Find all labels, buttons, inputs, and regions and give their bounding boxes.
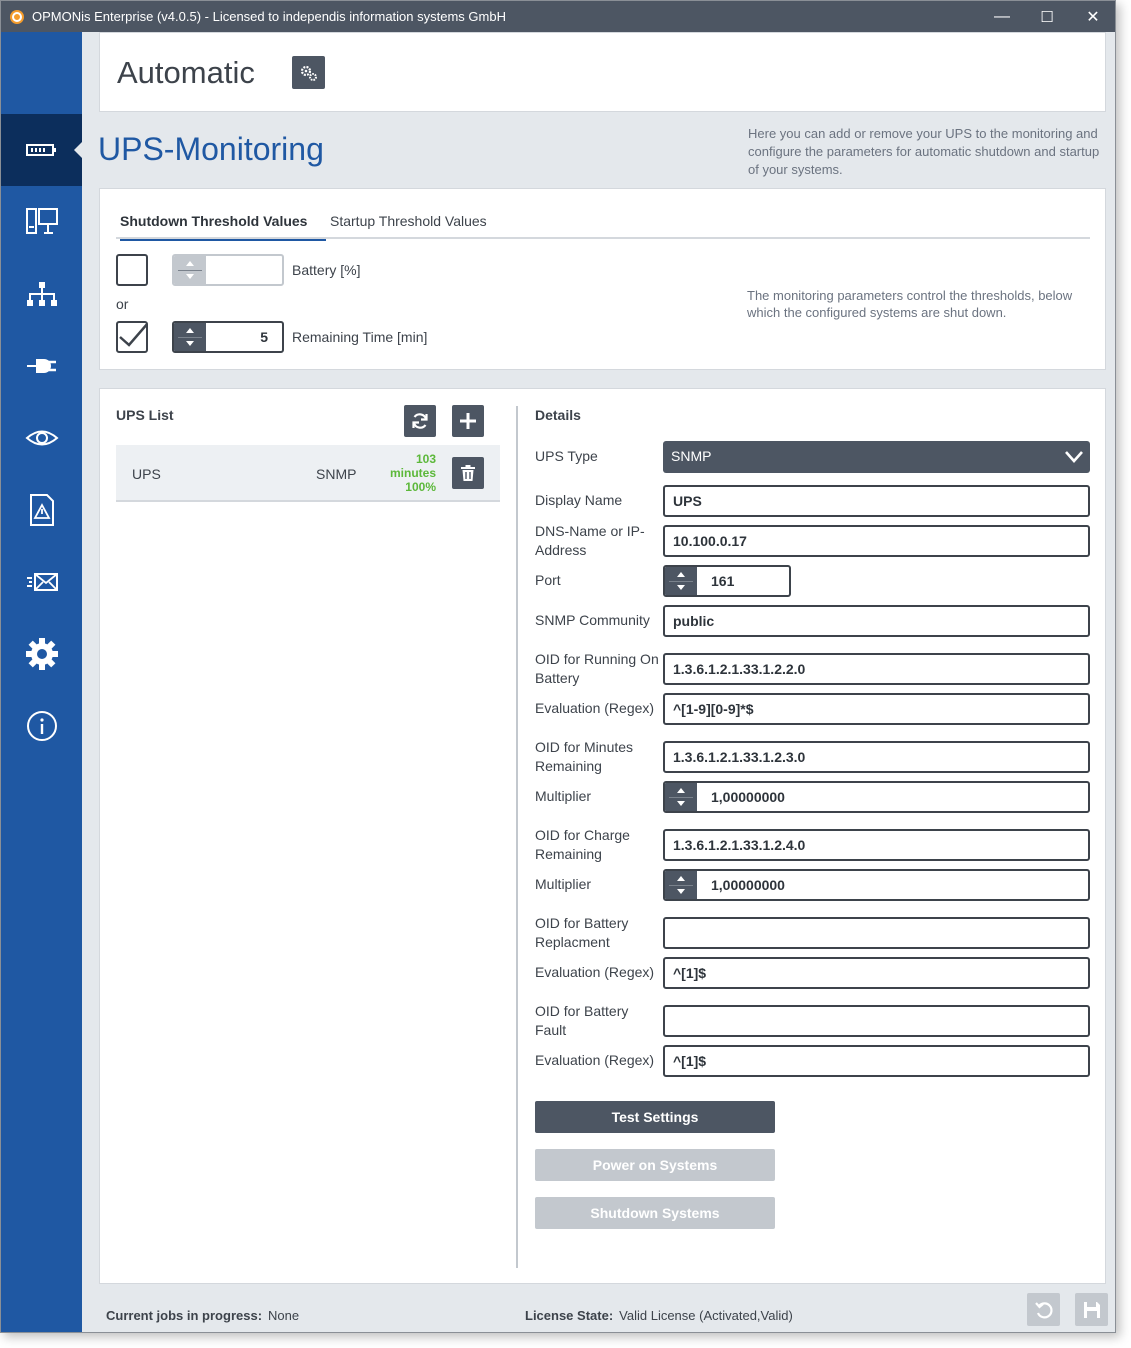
tab-startup-thresholds[interactable]: Startup Threshold Values — [330, 213, 487, 229]
jobs-status — [106, 1308, 299, 1323]
chevron-down-icon — [1064, 446, 1084, 466]
window-title: OPMONis Enterprise (v4.0.5) - Licensed to independis information systems GmbH — [32, 9, 506, 24]
trash-icon — [459, 464, 477, 482]
page-title: Automatic — [117, 55, 255, 90]
eval1-label: Evaluation (Regex) — [535, 700, 655, 716]
eval2-input[interactable]: ^[1]$ — [663, 957, 1090, 989]
license-status — [525, 1308, 793, 1323]
eval1-input[interactable]: ^[1-9][0-9]*$ — [663, 693, 1090, 725]
systems-icon — [25, 205, 59, 239]
refresh-icon — [410, 411, 430, 431]
ups-type-label: UPS Type — [535, 448, 598, 464]
port-spinner[interactable] — [663, 565, 791, 597]
multiplier1-label: Multiplier — [535, 788, 592, 804]
undo-button[interactable] — [1027, 1293, 1060, 1326]
tab-shutdown-thresholds[interactable]: Shutdown Threshold Values — [120, 213, 326, 241]
main-panel — [99, 388, 1106, 1284]
multiplier1-spinner-arrows[interactable] — [665, 783, 697, 811]
battery-threshold-checkbox[interactable] — [116, 254, 148, 286]
port-label: Port — [535, 572, 561, 588]
oid-fault-input[interactable] — [663, 1005, 1090, 1037]
battery-threshold-label: Battery [%] — [292, 262, 361, 278]
oid-fault-label: OID for Battery Fault — [535, 1003, 629, 1038]
battery-spinner-arrows[interactable] — [174, 256, 206, 284]
remaining-time-spinner[interactable] — [172, 321, 284, 353]
sidebar-item-info[interactable] — [1, 690, 82, 762]
sidebar-item-power[interactable] — [1, 330, 82, 402]
undo-icon — [1034, 1300, 1054, 1320]
eval3-input[interactable]: ^[1]$ — [663, 1045, 1090, 1077]
threshold-tabs — [116, 210, 1090, 239]
oid-minutes-input[interactable]: 1.3.6.1.2.1.33.1.2.3.0 — [663, 741, 1090, 773]
remaining-time-value: 5 — [260, 329, 268, 345]
ups-item-name: UPS — [132, 466, 161, 482]
info-icon — [25, 709, 59, 743]
community-label: SNMP Community — [535, 612, 650, 628]
panel-divider — [516, 406, 518, 1268]
sidebar-item-reports[interactable] — [1, 474, 82, 546]
sidebar — [1, 32, 82, 1333]
minimize-button[interactable]: — — [994, 7, 1010, 25]
multiplier1-value: 1,00000000 — [711, 789, 785, 805]
dns-label: DNS-Name or IP-Address — [535, 523, 645, 558]
ups-item-charge: 100% — [405, 480, 436, 494]
jobs-label: Current jobs in progress: — [106, 1308, 263, 1323]
maximize-button[interactable]: ☐ — [1040, 8, 1054, 26]
display-name-input[interactable]: UPS — [663, 485, 1090, 517]
sidebar-item-notifications[interactable] — [1, 546, 82, 618]
jobs-value: None — [268, 1308, 300, 1323]
license-label: License State: — [525, 1308, 614, 1323]
dns-input[interactable]: 10.100.0.17 — [663, 525, 1090, 557]
battery-icon — [25, 133, 59, 167]
oid-battery-label: OID for Running On Battery — [535, 651, 659, 686]
power-on-systems-button[interactable]: Power on Systems — [535, 1149, 775, 1181]
header-panel — [99, 32, 1106, 112]
plus-icon — [459, 412, 477, 430]
ups-item-minutes-unit: minutes — [389, 466, 436, 480]
eval3-label: Evaluation (Regex) — [535, 1052, 655, 1068]
mail-icon — [25, 565, 59, 599]
network-icon — [25, 277, 59, 311]
multiplier2-label: Multiplier — [535, 876, 592, 892]
oid-replace-label: OID for Battery Replacment — [535, 915, 629, 950]
report-warning-icon — [25, 493, 59, 527]
remaining-time-spinner-arrows[interactable] — [174, 323, 206, 351]
section-description: Here you can add or remove your UPS to the monitoring and configure the parameters for automatic shutdown and startup of your systems. — [748, 126, 1100, 177]
test-settings-button[interactable]: Test Settings — [535, 1101, 775, 1133]
remaining-time-checkbox[interactable] — [116, 321, 148, 353]
port-spinner-arrows[interactable] — [665, 567, 697, 595]
license-value: Valid License (Activated,Valid) — [619, 1308, 793, 1323]
or-label: or — [116, 296, 129, 312]
display-name-label: Display Name — [535, 492, 623, 508]
automatic-settings-button[interactable] — [292, 56, 325, 89]
ups-list-item[interactable] — [116, 445, 500, 502]
save-icon — [1082, 1300, 1102, 1320]
ups-list-title: UPS List — [116, 407, 174, 423]
sidebar-item-monitor[interactable] — [1, 402, 82, 474]
section-title: UPS-Monitoring — [98, 131, 324, 167]
community-input[interactable]: public — [663, 605, 1090, 637]
plug-icon — [25, 349, 59, 383]
threshold-note: The monitoring parameters control the thresholds, below which the configured systems are shut down. — [747, 288, 1073, 320]
checkmark-icon — [118, 323, 146, 351]
eye-icon — [25, 421, 59, 455]
gear-icon — [25, 637, 59, 671]
ups-type-value: SNMP — [671, 448, 712, 464]
oid-charge-input[interactable]: 1.3.6.1.2.1.33.1.2.4.0 — [663, 829, 1090, 861]
oid-charge-label: OID for Charge Remaining — [535, 827, 630, 862]
sidebar-item-settings[interactable] — [1, 618, 82, 690]
oid-battery-input[interactable]: 1.3.6.1.2.1.33.1.2.2.0 — [663, 653, 1090, 685]
delete-ups-button[interactable] — [452, 457, 484, 489]
battery-threshold-spinner[interactable] — [172, 254, 284, 286]
title-bar — [1, 1, 1115, 32]
ups-item-type: SNMP — [316, 466, 357, 482]
refresh-button[interactable] — [404, 405, 436, 437]
ups-item-minutes: 103 — [415, 452, 436, 466]
oid-minutes-label: OID for Minutes Remaining — [535, 739, 634, 774]
save-button[interactable] — [1075, 1293, 1108, 1326]
sidebar-item-network[interactable] — [1, 258, 82, 330]
app-logo-icon — [10, 10, 24, 24]
remaining-time-label: Remaining Time [min] — [292, 329, 428, 345]
multiplier1-spinner[interactable] — [663, 781, 1090, 813]
add-ups-button[interactable] — [452, 405, 484, 437]
threshold-panel — [99, 188, 1106, 370]
gears-icon — [300, 64, 318, 82]
details-title: Details — [535, 407, 581, 423]
multiplier2-value: 1,00000000 — [711, 877, 785, 893]
sidebar-item-ups[interactable] — [1, 114, 82, 186]
shutdown-systems-button[interactable]: Shutdown Systems — [535, 1197, 775, 1229]
sidebar-item-systems[interactable] — [1, 186, 82, 258]
ups-type-select[interactable] — [663, 441, 1090, 473]
multiplier2-spinner-arrows[interactable] — [665, 871, 697, 899]
multiplier2-spinner[interactable] — [663, 869, 1090, 901]
port-value: 161 — [711, 573, 735, 589]
eval2-label: Evaluation (Regex) — [535, 964, 655, 980]
oid-replace-input[interactable] — [663, 917, 1090, 949]
close-button[interactable]: ✕ — [1086, 8, 1100, 26]
